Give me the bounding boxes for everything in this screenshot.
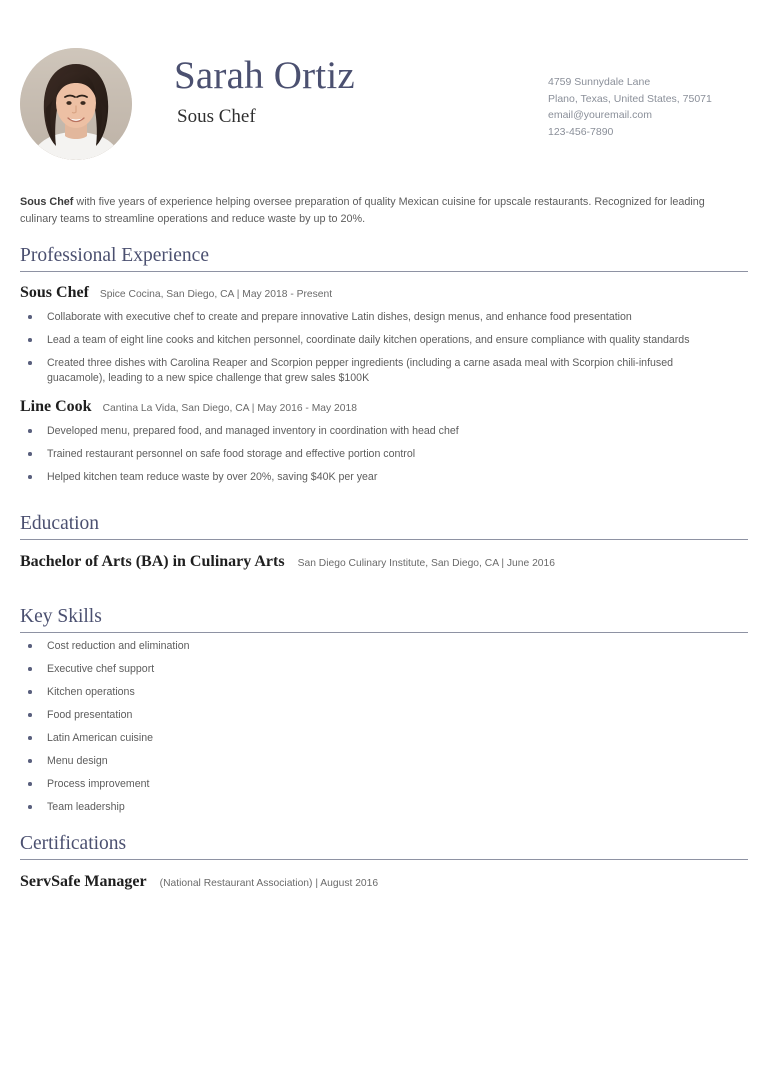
resume-header <box>20 0 748 166</box>
list-item: Helped kitchen team reduce waste by over 20%, saving $40K per year <box>20 470 748 485</box>
full-name: Sarah Ortiz <box>174 54 355 97</box>
list-item: Cost reduction and elimination <box>20 639 748 654</box>
section-education <box>20 511 748 572</box>
section-title-experience: Professional Experience <box>20 243 748 272</box>
contact-street: 4759 Sunnydale Lane <box>548 76 651 88</box>
experience-bullet-list <box>20 424 748 485</box>
experience-meta: Spice Cocina, San Diego, CA | May 2018 - Present <box>99 289 333 300</box>
header-job-title: Sous Chef <box>177 106 256 127</box>
contact-email[interactable]: email@youremail.com <box>548 109 653 121</box>
certification-name: ServSafe Manager <box>20 873 147 890</box>
experience-role: Sous Chef <box>20 284 89 301</box>
list-item: Executive chef support <box>20 662 748 677</box>
section-skills <box>20 604 748 815</box>
experience-entry-head <box>20 283 748 304</box>
professional-summary <box>20 194 748 227</box>
section-title-skills: Key Skills <box>20 604 748 633</box>
list-item: Lead a team of eight line cooks and kitchen personnel, coordinate daily kitchen operations, and ensure compliance with quality standards <box>20 333 748 348</box>
list-item: Team leadership <box>20 800 748 815</box>
experience-entry <box>20 397 748 485</box>
list-item: Collaborate with executive chef to create and prepare innovative Latin dishes, design menus, and enhance food presentation <box>20 310 748 325</box>
list-item: Created three dishes with Carolina Reaper and Scorpion pepper ingredients (including a carne asada meal with Scorpion chili-infused guacamole), leading to a new spice challenge that grew sales $100K <box>20 356 748 386</box>
list-item: Latin American cuisine <box>20 731 748 746</box>
certification-meta: (National Restaurant Association) | August 2016 <box>159 878 379 889</box>
certification-entry <box>20 872 748 892</box>
experience-bullet-list <box>20 310 748 386</box>
contact-city-state-zip: Plano, Texas, United States, 75071 <box>548 92 712 105</box>
skills-list <box>20 639 748 815</box>
experience-entry-head <box>20 397 748 418</box>
education-degree: Bachelor of Arts (BA) in Culinary Arts <box>20 553 285 570</box>
avatar <box>20 48 132 160</box>
list-item: Process improvement <box>20 777 748 792</box>
experience-meta: Cantina La Vida, San Diego, CA | May 2016 - May 2018 <box>102 403 357 414</box>
profile-photo-icon <box>20 48 132 160</box>
list-item: Food presentation <box>20 708 748 723</box>
list-item: Kitchen operations <box>20 685 748 700</box>
experience-role: Line Cook <box>20 398 92 415</box>
list-item: Trained restaurant personnel on safe food storage and effective portion control <box>20 447 748 462</box>
section-title-education: Education <box>20 511 748 540</box>
contact-block <box>548 48 748 140</box>
list-item: Menu design <box>20 754 748 769</box>
section-experience <box>20 243 748 485</box>
summary-text: with five years of experience helping oversee preparation of quality Mexican cuisine for upscale restaurants. Recognized for leading culinary teams to streamline operations and reduce waste by up to 20%. <box>20 196 705 225</box>
list-item: Developed menu, prepared food, and managed inventory in coordination with head chef <box>20 424 748 439</box>
section-title-certifications: Certifications <box>20 831 748 860</box>
name-block <box>132 48 548 129</box>
education-entry <box>20 552 748 572</box>
section-certifications <box>20 831 748 892</box>
education-meta: San Diego Culinary Institute, San Diego, CA | June 2016 <box>297 558 555 569</box>
experience-entry <box>20 283 748 386</box>
summary-lead: Sous Chef <box>20 196 74 208</box>
contact-phone[interactable]: 123-456-7890 <box>548 125 614 138</box>
